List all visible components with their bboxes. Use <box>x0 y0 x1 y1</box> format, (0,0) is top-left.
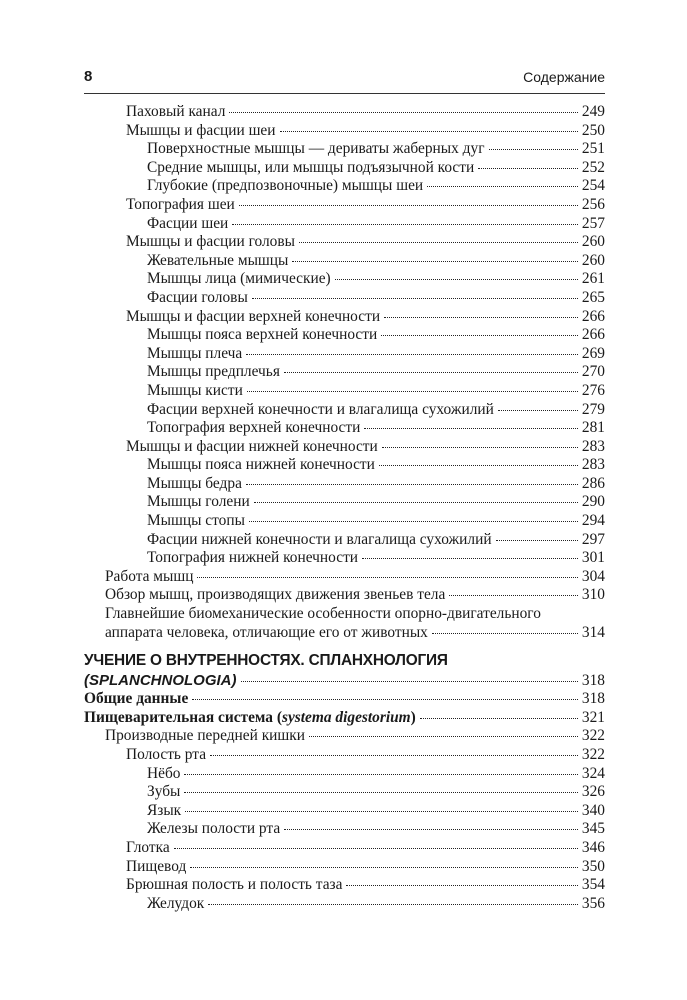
toc-entry <box>84 746 605 765</box>
header-rule <box>84 93 605 94</box>
toc-entry-page: 283 <box>581 456 605 474</box>
leader-dots <box>381 335 578 336</box>
toc-entry-page: 301 <box>581 549 605 567</box>
toc-entry-title: аппарата человека, отличающие его от животных <box>105 623 428 641</box>
toc-entry-title: Фасции верхней конечности и влагалища сухожилий <box>147 400 494 418</box>
toc-entry <box>84 308 605 327</box>
leader-dots <box>379 465 578 466</box>
leader-dots <box>241 681 578 682</box>
toc-entry-title: Мышцы и фасции верхней конечности <box>126 307 381 325</box>
leader-dots <box>432 633 578 634</box>
toc-entry-title: Нёбо <box>147 764 181 782</box>
toc-entry-page: 269 <box>581 344 605 362</box>
toc-entry-page: 276 <box>581 381 605 399</box>
leader-dots <box>197 577 577 578</box>
toc-entry-title: Мышцы пояса верхней конечности <box>147 326 378 344</box>
toc-entry-title: Фасции нижней конечности и влагалища сухожилий <box>147 530 492 548</box>
toc-entry-page: 290 <box>581 493 605 511</box>
leader-dots <box>247 391 578 392</box>
leader-dots <box>382 447 578 448</box>
leader-dots <box>184 774 577 775</box>
leader-dots <box>174 848 578 849</box>
toc-entry-title: Пищевод <box>126 857 187 875</box>
leader-dots <box>478 168 578 169</box>
latin-name: systema digestorium <box>281 708 411 726</box>
toc-entry-page: 345 <box>581 820 605 838</box>
toc-entry <box>84 456 605 475</box>
toc-entry <box>84 876 605 895</box>
toc-entry-title: Зубы <box>147 783 181 801</box>
toc-entry-title: Фасции шеи <box>147 214 229 232</box>
table-of-contents <box>84 103 605 913</box>
toc-entry-page: 283 <box>581 437 605 455</box>
toc-entry-page: 250 <box>581 121 605 139</box>
toc-entry-title: Полость рта <box>126 746 207 763</box>
toc-entry <box>84 475 605 494</box>
toc-entry-line: Главнейшие биомеханические особенности опорно-двигательного <box>105 605 541 623</box>
leader-dots <box>427 186 578 187</box>
toc-entry-page: 266 <box>581 307 605 325</box>
toc-entry <box>84 270 605 289</box>
latin-name: SPLANCHNOLOGIA <box>89 672 232 690</box>
page-header <box>84 67 605 89</box>
toc-entry <box>84 531 605 550</box>
leader-dots <box>190 867 578 868</box>
leader-dots <box>192 699 578 700</box>
toc-entry <box>84 401 605 420</box>
toc-entry-page: 286 <box>581 474 605 492</box>
chapter-latin-title <box>84 671 605 690</box>
chapter-title: УЧЕНИЕ О ВНУТРЕННОСТЯХ. СПЛАНХНОЛОГИЯ <box>84 652 448 670</box>
toc-entry <box>84 549 605 568</box>
toc-entry-title: Глотка <box>126 838 170 856</box>
toc-entry-title: Мышцы кисти <box>147 381 243 399</box>
toc-entry-title: Железы полости рта <box>147 820 281 838</box>
leader-dots <box>254 502 578 503</box>
leader-dots <box>280 131 578 132</box>
leader-dots <box>346 885 577 886</box>
leader-dots <box>335 279 578 280</box>
toc-entry <box>84 727 605 746</box>
leader-dots <box>232 224 578 225</box>
toc-entry-title: Мышцы бедра <box>147 474 242 492</box>
toc-entry <box>84 586 605 605</box>
toc-entry <box>84 568 605 587</box>
toc-entry-page: 257 <box>581 214 605 232</box>
toc-entry-title: Топография шеи <box>126 195 235 213</box>
toc-entry <box>84 802 605 821</box>
toc-entry-title: Мышцы и фасции головы <box>126 233 295 251</box>
toc-entry-page: 354 <box>581 876 605 894</box>
toc-entry-page: 270 <box>581 363 605 381</box>
toc-entry-page: 314 <box>581 623 605 641</box>
toc-entry-page: 297 <box>581 530 605 548</box>
toc-entry <box>84 765 605 784</box>
leader-dots <box>252 298 578 299</box>
toc-entry-title: Обзор мышц, производящих движения звеньев тела <box>105 586 446 604</box>
leader-dots <box>309 736 578 737</box>
leader-dots <box>284 372 578 373</box>
toc-entry-page: 310 <box>581 586 605 604</box>
toc-entry <box>84 512 605 531</box>
toc-entry <box>84 858 605 877</box>
leader-dots <box>496 540 578 541</box>
toc-entry-page: 321 <box>581 708 605 726</box>
toc-entry-title: Поверхностные мышцы — дериваты жаберных дуг <box>147 140 485 158</box>
toc-entry-title: Брюшная полость и полость таза <box>126 876 343 894</box>
leader-dots <box>384 317 578 318</box>
toc-entry-page: 266 <box>581 326 605 344</box>
toc-entry-page: 279 <box>581 400 605 418</box>
toc-entry-title: Топография нижней конечности <box>147 549 359 567</box>
leader-dots <box>185 811 578 812</box>
toc-entry-title: Мышцы голени <box>147 493 250 511</box>
paren-close: ) <box>231 672 237 690</box>
toc-entry-page: 281 <box>581 419 605 437</box>
toc-entry <box>84 839 605 858</box>
toc-entry-title: Глубокие (предпозвоночные) мышцы шеи <box>147 177 424 195</box>
toc-entry <box>84 289 605 308</box>
toc-entry <box>84 196 605 215</box>
toc-entry-page: 260 <box>581 233 605 251</box>
toc-entry-page: 324 <box>581 764 605 782</box>
toc-entry <box>84 159 605 178</box>
toc-entry-title: Мышцы пояса нижней конечности <box>147 456 375 474</box>
toc-entry-title: Мышцы плеча <box>147 344 243 362</box>
toc-entry <box>84 820 605 839</box>
leader-dots <box>210 755 578 756</box>
leader-dots <box>184 792 578 793</box>
leader-dots <box>292 261 578 262</box>
toc-entry-title: Топография верхней конечности <box>147 419 361 437</box>
toc-entry <box>84 363 605 382</box>
toc-entry <box>84 326 605 345</box>
leader-dots <box>246 484 578 485</box>
leader-dots <box>249 521 578 522</box>
toc-entry-title: Работа мышц <box>105 567 194 585</box>
toc-entry-title: Средние мышцы, или мышцы подъязычной кости <box>147 158 475 176</box>
toc-entry-page: 294 <box>581 512 605 530</box>
toc-entry <box>84 895 605 914</box>
toc-block-muscles <box>84 103 605 605</box>
toc-entry-page: 326 <box>581 783 605 801</box>
leader-dots <box>364 428 578 429</box>
toc-entry <box>84 419 605 438</box>
toc-entry-page: 346 <box>581 838 605 856</box>
leader-dots <box>362 558 578 559</box>
toc-entry-title: Желудок <box>147 894 205 912</box>
toc-entry-title: Фасции головы <box>147 288 248 306</box>
toc-entry-page: 318 <box>581 690 605 708</box>
leader-dots <box>420 718 578 719</box>
toc-entry-page: 340 <box>581 801 605 819</box>
section-title: Содержание <box>523 69 605 85</box>
leader-dots <box>489 149 578 150</box>
toc-entry-page: 318 <box>581 672 605 690</box>
toc-entry-page: 256 <box>581 195 605 213</box>
toc-entry-page: 260 <box>581 251 605 269</box>
toc-entry-page: 350 <box>581 857 605 875</box>
toc-entry-title: Пищеварительная система ( <box>84 708 282 726</box>
toc-entry <box>84 177 605 196</box>
leader-dots <box>498 410 578 411</box>
toc-entry-page: 252 <box>581 158 605 176</box>
toc-entry-page: 304 <box>581 567 605 585</box>
toc-entry-page: 322 <box>581 746 605 763</box>
toc-entry-title: Паховый канал <box>126 103 226 120</box>
toc-entry-title: Мышцы лица (мимические) <box>147 270 331 288</box>
toc-entry-general <box>84 690 605 709</box>
leader-dots <box>239 205 578 206</box>
leader-dots <box>299 242 578 243</box>
toc-entry-title: Мышцы стопы <box>147 512 245 530</box>
page-number: 8 <box>84 68 93 85</box>
toc-entry <box>84 345 605 364</box>
toc-entry-title: Производные передней кишки <box>105 727 305 745</box>
toc-entry <box>84 233 605 252</box>
toc-entry-multiline <box>84 605 605 642</box>
toc-entry <box>84 438 605 457</box>
toc-entry-title: Язык <box>147 801 182 819</box>
toc-entry-page: 249 <box>581 103 605 120</box>
leader-dots <box>449 595 578 596</box>
toc-entry <box>84 493 605 512</box>
toc-entry <box>84 103 605 122</box>
paren-close: ) <box>410 708 416 726</box>
toc-entry-page: 356 <box>581 894 605 912</box>
leader-dots <box>208 904 578 905</box>
toc-entry-page: 265 <box>581 288 605 306</box>
toc-entry-title: Жевательные мышцы <box>147 251 289 269</box>
toc-entry <box>84 215 605 234</box>
toc-entry-title: Мышцы и фасции шеи <box>126 121 276 139</box>
toc-entry <box>84 252 605 271</box>
toc-entry-title: Мышцы и фасции нижней конечности <box>126 437 378 455</box>
toc-entry-page: 261 <box>581 270 605 288</box>
leader-dots <box>246 354 578 355</box>
leader-dots <box>284 829 578 830</box>
toc-entry-title: Общие данные <box>84 690 189 708</box>
toc-entry <box>84 382 605 401</box>
toc-entry-page: 251 <box>581 140 605 158</box>
toc-entry <box>84 783 605 802</box>
toc-block-digestive <box>84 727 605 913</box>
paren-open: ( <box>84 672 89 690</box>
toc-entry-digestive-system <box>84 709 605 728</box>
toc-entry-title: Мышцы предплечья <box>147 363 280 381</box>
toc-entry <box>84 122 605 141</box>
toc-entry <box>84 140 605 159</box>
leader-dots <box>229 112 578 113</box>
toc-entry-page: 254 <box>581 177 605 195</box>
toc-entry-page: 322 <box>581 727 605 745</box>
